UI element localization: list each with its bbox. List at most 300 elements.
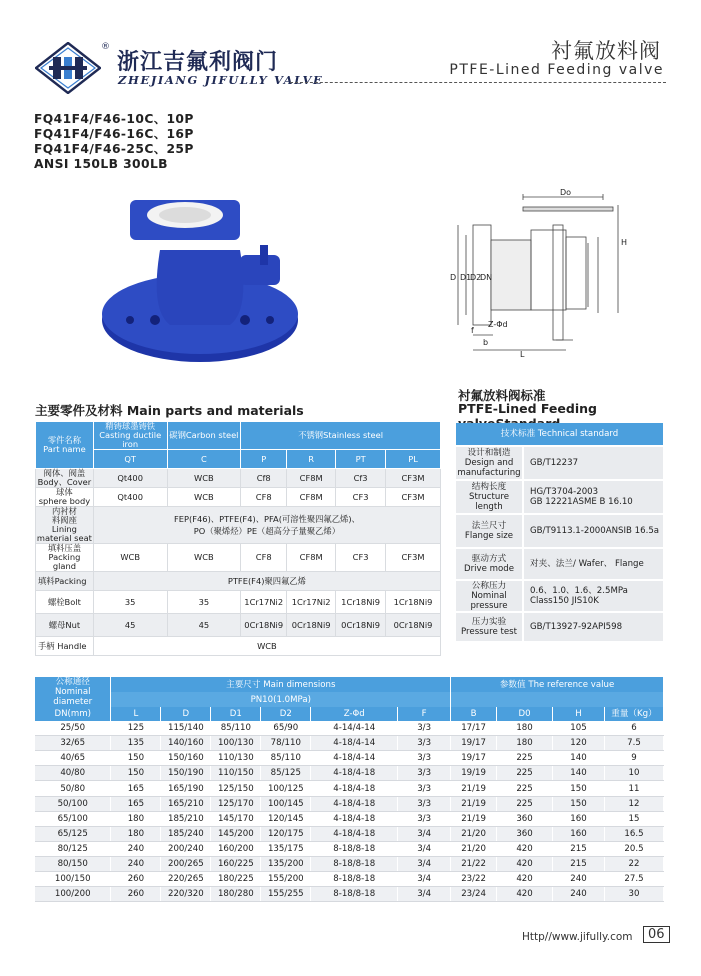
table-cell: 135 [111,736,161,751]
code-r: R [287,450,336,469]
table-cell: 4-18/4-14 [311,736,398,751]
table-cell: 160 [553,826,605,841]
table-cell: 120 [553,736,605,751]
parts-row-body [36,469,441,488]
table-cell: 19/19 [451,766,497,781]
table-cell: Qt400 [93,469,167,488]
standard-label-cn: 公称压力 [471,581,507,591]
table-cell: 85/110 [211,721,261,736]
part-label: 手柄 Handle [36,637,94,656]
table-cell: 21/22 [451,856,497,871]
parts-row-ball [36,488,441,507]
table-cell: 21/19 [451,781,497,796]
table-cell: 8-18/8-18 [311,872,398,887]
table-cell: WCB [167,544,241,572]
standard-value-line: HG/T3704-2003 [530,487,599,497]
model-line: ANSI 150LB 300LB [34,157,168,171]
table-cell: 7.5 [604,736,663,751]
table-cell: CF3 [336,544,386,572]
table-cell: Qt400 [93,488,167,507]
table-cell: 21/19 [451,811,497,826]
dims-header-nominal [35,677,111,707]
table-cell: 12 [604,796,663,811]
table-cell: 110/130 [211,751,261,766]
table-cell: 200/240 [161,841,211,856]
table-cell: 420 [497,887,553,902]
table-cell: 65/90 [261,721,311,736]
parts-section-title: 主要零件及材料 Main parts and materials [35,403,304,418]
drawing-label-h: H [621,238,628,247]
table-cell: 180 [497,721,553,736]
table-cell: 40/65 [35,751,111,766]
part-label-cn: 球体 [56,487,73,497]
table-cell: 80/125 [35,841,111,856]
packing-value: PTFE(F4)聚四氟乙烯 [93,572,440,591]
table-row [35,826,664,841]
standard-row [456,446,663,480]
table-cell: 240 [111,856,161,871]
table-cell: 160/225 [211,856,261,871]
table-cell: 3/3 [398,751,451,766]
standard-label-en: Structure length [469,492,509,512]
table-cell: 20.5 [604,841,663,856]
standard-label [456,446,523,480]
table-cell: 360 [497,811,553,826]
parts-header-cn: 零件名称 [47,435,82,445]
drawing-label-d2: D2 [470,273,482,282]
table-cell: 110/150 [211,766,261,781]
page-title-en: PTFE-Lined Feeding valve [449,62,664,78]
table-cell: 1Cr17Ni2 [241,591,287,614]
part-label-en: Lining material seat [36,524,92,543]
table-cell: 145/170 [211,811,261,826]
table-cell: 140 [553,766,605,781]
standard-label-cn: 压力实验 [471,617,507,627]
table-cell: 85/125 [261,766,311,781]
footer-url[interactable]: Http//www.jifully.com [522,931,633,943]
parts-row-handle [36,637,441,656]
table-cell: CF8M [287,488,336,507]
standard-row [456,480,663,514]
table-cell: 225 [497,796,553,811]
table-cell: 215 [553,856,605,871]
table-cell: 140 [553,751,605,766]
standard-label-cn: 法兰尺寸 [471,521,507,531]
standard-label [456,548,523,580]
code-qt: QT [93,450,167,469]
table-row [35,811,664,826]
parts-row-nut [36,614,441,637]
table-cell: 220/320 [161,887,211,902]
table-cell: 3/3 [398,736,451,751]
table-cell: 420 [497,856,553,871]
table-cell: 155/255 [261,887,311,902]
table-cell: 4-18/4-18 [311,781,398,796]
column-header: D1 [211,707,261,721]
parts-row-bolt [36,591,441,614]
drawing-label-do: Do [560,188,572,197]
header-dash-line [290,82,666,83]
table-row [35,751,664,766]
table-cell: 0Cr18Ni9 [241,614,287,637]
table-cell: 3/4 [398,887,451,902]
logo-diamond-icon [35,42,101,94]
table-cell: 50/100 [35,796,111,811]
part-label [36,488,94,507]
table-cell: 21/19 [451,796,497,811]
table-cell: 4-18/4-18 [311,766,398,781]
standard-label [456,612,523,642]
table-cell: 1Cr18Ni9 [336,591,386,614]
table-cell: 200/265 [161,856,211,871]
logo-company-en: ZHEJIANG JIFULLY VALVE [118,73,324,87]
table-cell: 6 [604,721,663,736]
standard-row [456,548,663,580]
cross-section-drawing [438,185,668,360]
table-cell: 100/125 [261,781,311,796]
table-cell: 165/210 [161,796,211,811]
part-label-en: Body、Cover [37,477,92,487]
table-cell: 135/200 [261,856,311,871]
table-cell: 27.5 [604,872,663,887]
table-row [35,736,664,751]
column-header: L [111,707,161,721]
drawing-label-l: L [520,350,525,359]
table-cell: 11 [604,781,663,796]
table-cell: 19/17 [451,736,497,751]
page-title-cn: 衬氟放料阀 [551,39,661,63]
column-header: H [553,707,605,721]
table-cell: 260 [111,872,161,887]
table-cell: WCB [167,488,241,507]
part-label-en: sphere body [38,496,91,506]
table-cell: 8-18/8-18 [311,856,398,871]
table-cell: WCB [93,544,167,572]
table-cell: 155/200 [261,872,311,887]
table-cell: 0Cr18Ni9 [287,614,336,637]
table-cell: 32/65 [35,736,111,751]
logo [35,42,101,94]
technical-drawing [438,185,668,360]
table-cell: 0Cr18Ni9 [336,614,386,637]
standard-value [523,580,663,612]
table-cell: 4-18/4-18 [311,826,398,841]
lining-value [93,507,440,544]
table-cell: 8-18/8-18 [311,841,398,856]
table-row [35,766,664,781]
parts-header-en: Part name [43,444,86,454]
part-label: 螺母Nut [36,614,94,637]
table-cell: 21/20 [451,826,497,841]
table-cell: CF3 [336,488,386,507]
table-cell: 4-18/4-14 [311,751,398,766]
drawing-label-d: D [450,273,457,282]
column-header: D0 [497,707,553,721]
table-cell: 150 [111,751,161,766]
standard-value-line: 0.6、1.0、1.6、2.5MPa [530,586,628,596]
table-cell: 50/80 [35,781,111,796]
table-cell: CF8M [287,469,336,488]
drawing-label-zphi: Z-Φd [488,320,508,329]
table-cell: 180 [111,826,161,841]
parts-header-name [36,422,94,469]
table-cell: 3/3 [398,796,451,811]
table-cell: 215 [553,841,605,856]
registered-mark: ® [101,42,110,52]
standard-label-cn: 结构长度 [471,482,507,492]
part-label [36,544,94,572]
model-list [34,112,194,172]
table-cell: 165 [111,796,161,811]
table-cell: 145/200 [211,826,261,841]
parts-header-stainless: 不锈钢Stainless steel [241,422,441,450]
table-cell: 78/110 [261,736,311,751]
table-cell: 35 [167,591,241,614]
table-cell: 100/145 [261,796,311,811]
table-cell: 100/130 [211,736,261,751]
dims-header-nominal-cn: 公称通径 [55,677,90,687]
table-cell: 185/240 [161,826,211,841]
dims-header-pressure: PN10(1.0MPa) [111,692,451,707]
standard-value-line: GB 12221ASME B 16.10 [530,497,633,507]
standard-label-en: Nominal pressure [470,591,508,611]
table-cell: 35 [93,591,167,614]
table-cell: CF8 [241,488,287,507]
part-label-cn: 料阀座 [51,515,77,525]
lining-value-line: FEP(F46)、PTFE(F4)、PFA(可溶性聚四氟乙烯)、 [173,513,360,524]
table-cell: Cf8 [241,469,287,488]
table-cell: 150 [553,781,605,796]
drawing-label-b: b [483,338,489,347]
table-row [35,796,664,811]
table-cell: 45 [167,614,241,637]
table-cell: 22 [604,856,663,871]
table-cell: 23/22 [451,872,497,887]
model-line: FQ41F4/F46-10C、10P [34,112,194,126]
table-cell: 125 [111,721,161,736]
table-cell: 4-18/4-18 [311,796,398,811]
table-row [35,781,664,796]
table-cell: 10 [604,766,663,781]
table-cell: 150/160 [161,751,211,766]
table-cell: 3/4 [398,841,451,856]
drawing-label-d1: D1 [460,273,472,282]
table-cell: 3/3 [398,781,451,796]
table-cell: 3/4 [398,826,451,841]
standard-value: GB/T9113.1-2000ANSIB 16.5a [523,514,663,548]
table-cell: 150 [553,796,605,811]
dims-column-headers [35,707,664,721]
part-label: 螺栓Bolt [36,591,94,614]
parts-header-ductile-cn: 精铸球墨铸铁 [105,421,156,431]
standard-row [456,580,663,612]
table-cell: WCB [167,469,241,488]
standard-row [456,514,663,548]
table-cell: 65/100 [35,811,111,826]
table-cell: 4-14/4-14 [311,721,398,736]
dims-header-nominal-en: Nominal diameter [53,687,93,707]
table-cell: 180 [111,811,161,826]
table-cell: 3/3 [398,766,451,781]
lining-value-line: PO（聚烯烃）PE（超高分子量聚乙烯） [193,525,341,536]
table-cell: 19/17 [451,751,497,766]
table-cell: 360 [497,826,553,841]
column-header: 重量（Kg） [604,707,663,721]
table-cell: 80/150 [35,856,111,871]
parts-header-carbon: 碳钢Carbon steel [167,422,241,450]
table-row [35,856,664,871]
code-pt: PT [336,450,386,469]
table-cell: 160/200 [211,841,261,856]
table-cell: CF3M [386,488,441,507]
standard-title-en: PTFE-Lined Feeding [458,401,597,416]
table-cell: 240 [111,841,161,856]
logo-company-cn: 浙江吉氟利阀门 [117,50,279,75]
standard-value-line: Class150 JIS10K [530,596,599,606]
table-cell: 160 [553,811,605,826]
table-cell: 420 [497,872,553,887]
table-cell: 85/110 [261,751,311,766]
column-header: DN(mm) [35,707,111,721]
table-cell: 150/190 [161,766,211,781]
table-cell: 115/140 [161,721,211,736]
standard-label-en: Pressure test [461,627,517,637]
table-cell: 180/225 [211,872,261,887]
standard-value: GB/T12237 [523,446,663,480]
standard-table [456,423,663,643]
part-label-cn: 阀体、阀盖 [43,468,86,478]
standard-row [456,612,663,642]
part-label-en: Packing gland [48,552,81,571]
dims-header-main: 主要尺寸 Main dimensions [111,677,451,692]
standard-value [523,480,663,514]
table-cell: 25/50 [35,721,111,736]
standard-label-en: Flange size [464,531,514,541]
standard-label [456,514,523,548]
valve-photo [100,190,300,370]
table-cell: 17/17 [451,721,497,736]
table-cell: 100/150 [35,872,111,887]
table-cell: 185/210 [161,811,211,826]
dims-body [35,721,664,902]
table-cell: 9 [604,751,663,766]
table-cell: 3/3 [398,721,451,736]
table-cell: 1Cr18Ni9 [386,591,441,614]
standard-header: 技术标准 Technical standard [456,423,663,446]
table-cell: 3/4 [398,872,451,887]
table-cell: 120/175 [261,826,311,841]
part-label [36,507,94,544]
page-number: 06 [643,926,670,943]
table-cell: 65/125 [35,826,111,841]
column-header: D2 [261,707,311,721]
table-cell: 165/190 [161,781,211,796]
code-pl: PL [386,450,441,469]
table-cell: 135/175 [261,841,311,856]
table-cell: 220/265 [161,872,211,887]
table-cell: 40/80 [35,766,111,781]
table-cell: 225 [497,781,553,796]
table-cell: 225 [497,751,553,766]
table-cell: 180 [497,736,553,751]
dims-header-ref-blank [451,692,664,707]
table-cell: CF8M [287,544,336,572]
code-c: C [167,450,241,469]
handle-value: WCB [93,637,440,656]
column-header: Z-Φd [311,707,398,721]
standard-label-cn: 驱动方式 [471,554,507,564]
parts-row-gland [36,544,441,572]
part-label-cn: 内衬材 [51,506,77,516]
table-cell: 21/20 [451,841,497,856]
standard-value: GB/T13927-92API598 [523,612,663,642]
table-cell: 240 [553,887,605,902]
table-cell: 240 [553,872,605,887]
standard-label [456,580,523,612]
standard-label-cn: 设计和制造 [467,448,511,458]
valve-illustration-icon [100,190,300,370]
parts-header-ductile-en: Casting ductile iron [99,430,162,449]
table-cell: 125/150 [211,781,261,796]
table-cell: 125/170 [211,796,261,811]
table-cell: 225 [497,766,553,781]
model-line: FQ41F4/F46-16C、16P [34,127,194,141]
table-cell: 4-18/4-18 [311,811,398,826]
part-label [36,469,94,488]
column-header: B [451,707,497,721]
drawing-label-dn: DN [480,273,493,282]
table-cell: 3/3 [398,811,451,826]
table-cell: Cf3 [336,469,386,488]
table-row [35,887,664,902]
table-cell: 140/160 [161,736,211,751]
table-row [35,841,664,856]
table-cell: 0Cr18Ni9 [386,614,441,637]
column-header: F [398,707,451,721]
parts-row-lining [36,507,441,544]
table-cell: 16.5 [604,826,663,841]
column-header: D [161,707,211,721]
table-cell: CF8 [241,544,287,572]
standard-title-cn: 衬氟放料阀标准 [458,388,546,403]
standard-label-en: Design and manufacturing [457,458,521,478]
standard-label [456,480,523,514]
dims-header-ref: 参数值 The reference value [451,677,664,692]
table-cell: 150 [111,766,161,781]
table-cell: 8-18/8-18 [311,887,398,902]
table-cell: 260 [111,887,161,902]
standard-label-en: Drive mode [463,564,514,574]
parts-row-packing [36,572,441,591]
table-cell: 120/145 [261,811,311,826]
table-cell: 165 [111,781,161,796]
part-label-cn: 填料压盖 [47,543,82,553]
table-cell: CF3M [386,469,441,488]
part-label: 填料Packing [36,572,94,591]
table-cell: CF3M [386,544,441,572]
table-cell: 3/4 [398,856,451,871]
table-cell: 1Cr17Ni2 [287,591,336,614]
table-cell: 15 [604,811,663,826]
table-cell: 100/200 [35,887,111,902]
parts-table [35,421,441,656]
table-cell: 23/24 [451,887,497,902]
code-p: P [241,450,287,469]
drawing-label-f: f [471,326,474,335]
table-row [35,872,664,887]
table-cell: 45 [93,614,167,637]
parts-header-ductile [93,422,167,450]
